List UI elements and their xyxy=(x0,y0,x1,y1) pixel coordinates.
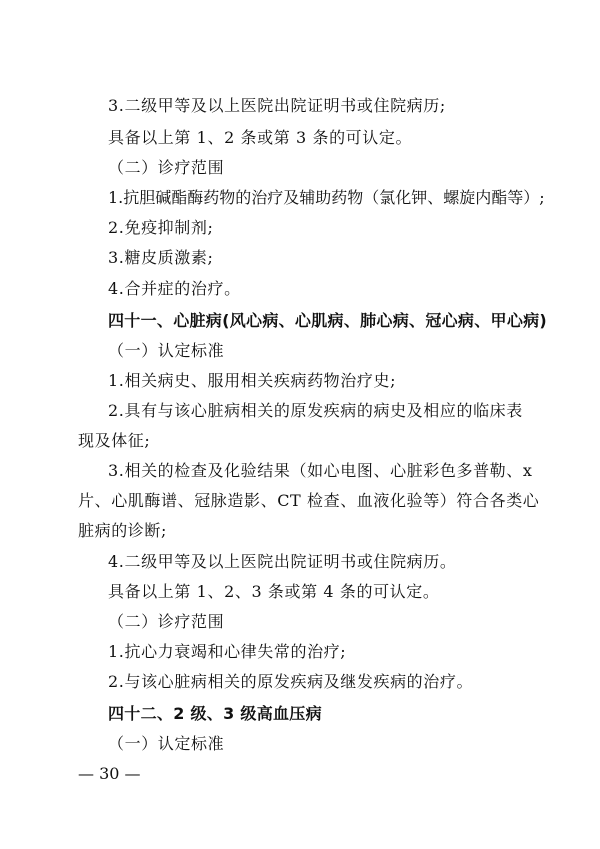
text-line: 脏病的诊断; xyxy=(78,521,167,540)
text-line: 3.二级甲等及以上医院出院证明书或住院病历; xyxy=(108,96,446,115)
text-line: 1.抗心力衰竭和心律失常的治疗; xyxy=(108,642,347,661)
text-line: 现及体征; xyxy=(78,431,151,450)
text-line: 4.合并症的治疗。 xyxy=(108,279,241,298)
text-line: 片、心肌酶谱、冠脉造影、CT 检查、血液化验等）符合各类心 xyxy=(78,491,540,510)
text-line: 1.相关病史、服用相关疾病药物治疗史; xyxy=(108,371,397,390)
section-heading: 四十一、心脏病(风心病、心肌病、肺心病、冠心病、甲心病) xyxy=(108,311,548,330)
page-number: — 30 — xyxy=(78,764,141,783)
text-line: 4.二级甲等及以上医院出院证明书或住院病历。 xyxy=(108,552,457,571)
section-heading: 四十二、2 级、3 级高血压病 xyxy=(108,704,322,723)
section-subheading: （二）诊疗范围 xyxy=(108,612,225,631)
text-line: 3.相关的检查及化验结果（如心电图、心脏彩色多普勒、x xyxy=(108,461,533,480)
section-subheading: （二）诊疗范围 xyxy=(108,158,225,177)
text-line: 具备以上第 1、2、3 条或第 4 条的可认定。 xyxy=(108,582,440,601)
section-subheading: （一）认定标准 xyxy=(108,734,225,753)
section-subheading: （一）认定标准 xyxy=(108,341,225,360)
text-line: 3.糖皮质激素; xyxy=(108,248,214,267)
text-line: 2.免疫抑制剂; xyxy=(108,218,214,237)
text-line: 具备以上第 1、2 条或第 3 条的可认定。 xyxy=(108,128,413,147)
text-line: 2.具有与该心脏病相关的原发疾病的病史及相应的临床表 xyxy=(108,401,523,420)
text-line: 1.抗胆碱酯酶药物的治疗及辅助药物（氯化钾、螺旋内酯等）; xyxy=(108,188,545,207)
text-line: 2.与该心脏病相关的原发疾病及继发疾病的治疗。 xyxy=(108,672,474,691)
